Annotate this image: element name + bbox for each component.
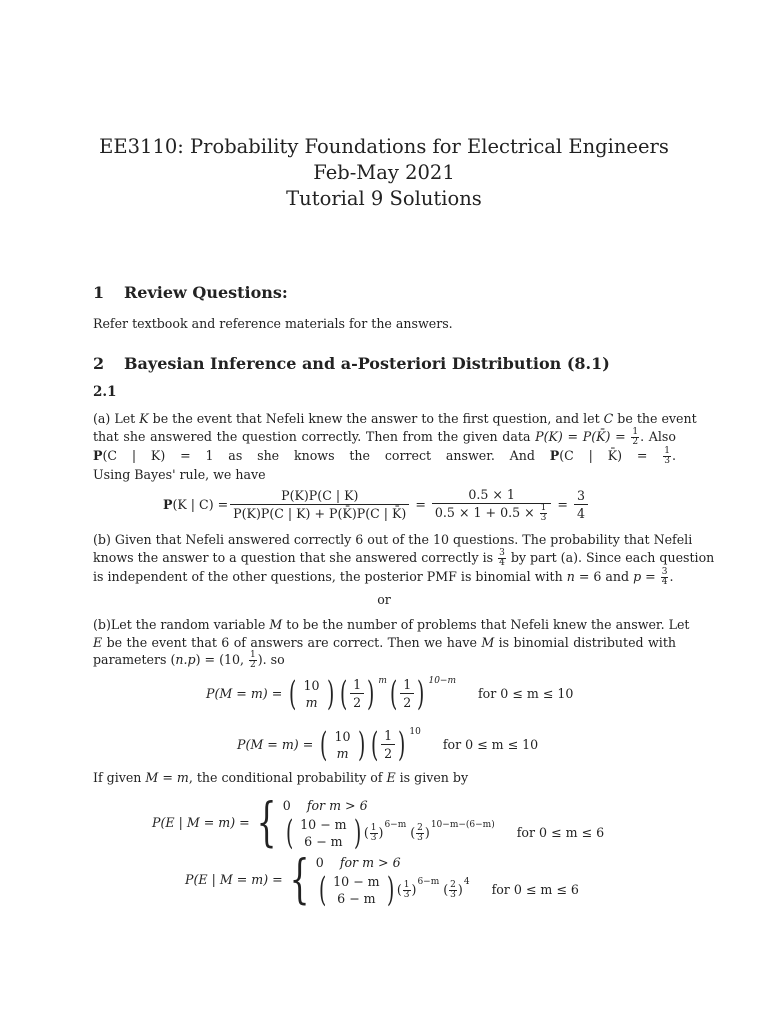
doc-term: Feb-May 2021 (313, 161, 455, 184)
part-b-line-2: knows the answer to a question that she answered correctly is $\frac{3}{4}$ by part (a). Since each question (93, 547, 715, 568)
doc-subtitle: Tutorial 9 Solutions (286, 187, 482, 210)
part-b-paragraph (93, 531, 715, 587)
part-a-paragraph (93, 410, 697, 483)
pmf-1-condition: for 0 ≤ m ≤ 10 (478, 685, 574, 701)
pmf-2-condition: for 0 ≤ m ≤ 10 (442, 736, 539, 752)
conditional-equation-1: P(E | M = m) = { 0 for m > 6 ( 10 − m 6 − m ) ( 1 3 ) 6−m ( 2 3 ) 10−m−(6−m) for 0 ≤ m ≤ 6 (152, 793, 605, 853)
doc-title: EE3110: Probability Foundations for Electrical Engineers (99, 135, 669, 158)
part-b-line-1: (b) Given that Nefeli answered correctly 6 out of the 10 questions. The probability that Nefeli (93, 532, 693, 547)
part-b2-line-2: E be the event that 6 of answers are correct. Then we have M is binomial distributed with (93, 634, 677, 650)
bayes-lhs: P(K | C) = (163, 496, 229, 512)
cases-block: 0 for m > 6 ( 10 − m 6 − m ) ( 1 3 ) 6−m ( 2 3 ) 10−m−(6−m) for 0 ≤ m ≤ 6 (282, 798, 605, 853)
conditional-equation-2: P(E | M = m) = { 0 for m > 6 ( 10 − m 6 − m ) ( 1 3 ) 6−m ( 2 3 ) 4 for 0 ≤ m ≤ 6 (185, 850, 579, 910)
subsection-2-1: 2.1 (93, 384, 117, 400)
bayes-result: $\frac{3}{4}$ (574, 487, 588, 522)
part-b2-line-1: (b)Let the random variable M to be the number of problems that Nefeli knew the answer. Let (93, 617, 690, 632)
section-1-heading: 1 Review Questions: (93, 283, 288, 302)
pmf-equation-1: P(M = m) = ( 10 m ) ( $\frac{1}{2}$ ) m ( $\frac{1}{2}$ ) 10−m for 0 ≤ m ≤ 10 (206, 673, 574, 714)
bayes-equation: P(K | C) = $\frac{P(K)P(C | K)}{P(K)P(C | K) + P(K̄)P(C | K̄)}$ = 0.5 × 1 0.5 × 1 + 0.5 × $\frac{1}{3}$ = $\frac{3}{4}$ (163, 486, 590, 523)
binomial-coefficient: ( 10 m ) (289, 673, 334, 714)
pmf-equation-2: P(M = m) = ( 10 m ) ( $\frac{1}{2}$ ) 10 for 0 ≤ m ≤ 10 (237, 724, 539, 765)
fraction-third: $\frac{1}{3}$ (664, 445, 670, 466)
part-a-line-2: that she answered the question correctly. Then from the given data P(K) = P(K̄) = $\frac{1}{2}$ . Also (93, 426, 676, 447)
part-a-line-4: Using Bayes' rule, we have (93, 466, 266, 482)
section-2-heading: 2 Bayesian Inference and a-Posteriori Distribution (8.1) (93, 354, 610, 373)
bayes-fraction-symbolic: $\frac{P(K)P(C | K)}{P(K)P(C | K) + P(K̄)P(C | K̄)}$ (230, 487, 409, 522)
part-b2-paragraph (93, 616, 690, 670)
part-a-line-3: P(C | K) = 1 as she knows the correct answer. And P(C | K̄) = $\frac{1}{3}$ . (93, 445, 676, 466)
section-1-body: Refer textbook and reference materials for the answers. (93, 316, 453, 331)
part-b2-line-3: parameters (n.p) = (10, $\frac{1}{2}$ ). so (93, 650, 285, 670)
part-b-line-3: is independent of the other questions, the posterior PMF is binomial with n = 6 and p = $\frac{3}{4}$ . (93, 566, 674, 587)
bayes-fraction-numeric: 0.5 × 1 0.5 × 1 + 0.5 × $\frac{1}{3}$ (432, 486, 551, 523)
fraction-half: $\frac{1}{2}$ (632, 426, 639, 447)
conditional-intro: If given M = m, the conditional probability of E is given by (93, 770, 469, 785)
part-a-line-1: (a) Let K be the event that Nefeli knew the answer to the first question, and let C be the event (93, 411, 697, 426)
or-separator: or (377, 592, 391, 607)
